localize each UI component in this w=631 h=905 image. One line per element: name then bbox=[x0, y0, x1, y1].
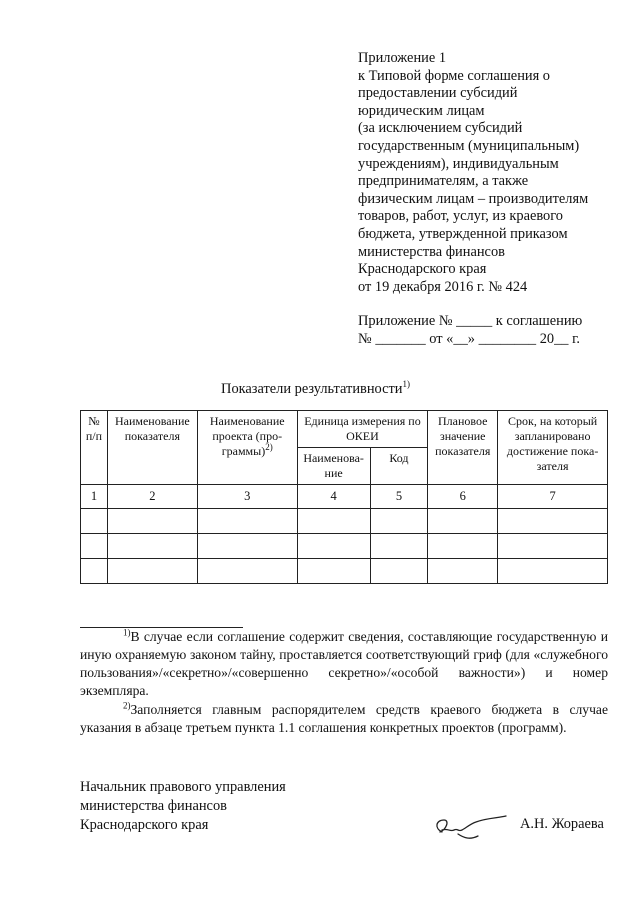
agreement-reference bbox=[358, 313, 618, 348]
table-cell bbox=[297, 534, 370, 559]
appendix-line: учреждениям), индивидуальным bbox=[358, 155, 559, 172]
appendix-line: министерства финансов bbox=[358, 243, 505, 260]
signatory-position-line: Краснодарского края bbox=[80, 817, 209, 833]
table-cell bbox=[498, 534, 608, 559]
table-cell bbox=[107, 559, 197, 584]
footnote-1 bbox=[80, 628, 608, 700]
title-text: Показатели результативности bbox=[221, 381, 403, 397]
header-unit-code: Код bbox=[370, 448, 428, 485]
handwritten-signature bbox=[432, 808, 508, 844]
agreement-line-2: № _______ от «__» ________ 20__ г. bbox=[358, 330, 580, 347]
column-number: 2 bbox=[107, 485, 197, 509]
table-cell bbox=[297, 509, 370, 534]
table-cell bbox=[370, 534, 428, 559]
table-cell bbox=[498, 559, 608, 584]
appendix-line: Приложение 1 bbox=[358, 50, 447, 66]
header-indicator-name: Наименование показателя bbox=[107, 411, 197, 485]
footnote-2-paragraph bbox=[80, 701, 608, 737]
appendix-line: государственным (муниципальным) bbox=[358, 137, 580, 154]
table-cell bbox=[107, 534, 197, 559]
table-cell bbox=[297, 559, 370, 584]
signatory-name: А.Н. Жораева bbox=[520, 816, 604, 832]
footnote-1-mark: 1) bbox=[123, 627, 131, 638]
column-number: 7 bbox=[498, 485, 608, 509]
appendix-block bbox=[358, 50, 618, 296]
footnote-2 bbox=[80, 701, 608, 737]
table-row bbox=[81, 559, 608, 584]
header-deadline: Срок, на который запланировано достижение пока-зателя bbox=[498, 411, 608, 485]
column-number: 3 bbox=[197, 485, 297, 509]
appendix-line: предпринимателям, а также bbox=[358, 173, 529, 190]
appendix-line: физическим лицам – производителям bbox=[358, 190, 589, 207]
table-cell bbox=[370, 559, 428, 584]
appendix-line: бюджета, утвержденной приказом bbox=[358, 225, 568, 242]
header-project-name bbox=[197, 411, 297, 485]
appendix-line: юридическим лицам bbox=[358, 102, 485, 119]
table-cell bbox=[197, 509, 297, 534]
footnote-2-mark: 2) bbox=[123, 700, 131, 711]
header-num: № п/п bbox=[81, 411, 108, 485]
table-cell bbox=[197, 559, 297, 584]
footnote-1-paragraph bbox=[80, 628, 608, 700]
footnote-1-text: В случае если соглашение содержит сведения, составляющие государственную и иную охраняемую законом тайну, проставляется соответствующий гриф (для «служебного пользования»/«секретно»/«совершенно секретно»/«особой важности») и номер экземпляра. bbox=[80, 629, 608, 698]
agreement-line-1: Приложение № _____ к соглашению bbox=[358, 313, 583, 329]
table-cell bbox=[107, 509, 197, 534]
table-cell bbox=[81, 534, 108, 559]
table-cell bbox=[81, 509, 108, 534]
header-project-name-text: Наименование проекта (про-граммы) bbox=[209, 414, 285, 458]
header-planned-value: Плановое значение показателя bbox=[428, 411, 498, 485]
appendix-line: (за исключением субсидий bbox=[358, 120, 523, 137]
header-project-footnote: 2) bbox=[265, 442, 273, 452]
table-cell bbox=[428, 534, 498, 559]
table-cell bbox=[81, 559, 108, 584]
appendix-line: Краснодарского края bbox=[358, 261, 487, 278]
table-row bbox=[81, 509, 608, 534]
document-title bbox=[0, 381, 631, 398]
header-unit-name: Наименова-ние bbox=[297, 448, 370, 485]
signatory-position-line: Начальник правового управления bbox=[80, 779, 286, 795]
appendix-line: от 19 декабря 2016 г. № 424 bbox=[358, 278, 528, 295]
appendix-line: товаров, работ, услуг, из краевого bbox=[358, 208, 563, 225]
column-number: 5 bbox=[370, 485, 428, 509]
results-table bbox=[80, 410, 608, 584]
table-cell bbox=[370, 509, 428, 534]
table-cell bbox=[498, 509, 608, 534]
table-cell bbox=[428, 559, 498, 584]
column-number: 6 bbox=[428, 485, 498, 509]
table-row bbox=[81, 534, 608, 559]
title-footnote-mark: 1) bbox=[402, 379, 410, 390]
appendix-line: к Типовой форме соглашения о bbox=[358, 67, 551, 84]
column-number: 4 bbox=[297, 485, 370, 509]
column-number-row bbox=[81, 485, 608, 509]
table-header-row bbox=[81, 411, 608, 448]
signatory-position bbox=[80, 778, 286, 835]
footnote-2-text: Заполняется главным распорядителем средств краевого бюджета в случае указания в абзаце третьем пункта 1.1 соглашения конкретных проектов (программ). bbox=[80, 702, 608, 735]
table-cell bbox=[428, 509, 498, 534]
column-number: 1 bbox=[81, 485, 108, 509]
table-cell bbox=[197, 534, 297, 559]
appendix-line: предоставлении субсидий bbox=[358, 85, 518, 102]
header-unit: Единица измерения по ОКЕИ bbox=[297, 411, 428, 448]
signatory-position-line: министерства финансов bbox=[80, 798, 227, 814]
